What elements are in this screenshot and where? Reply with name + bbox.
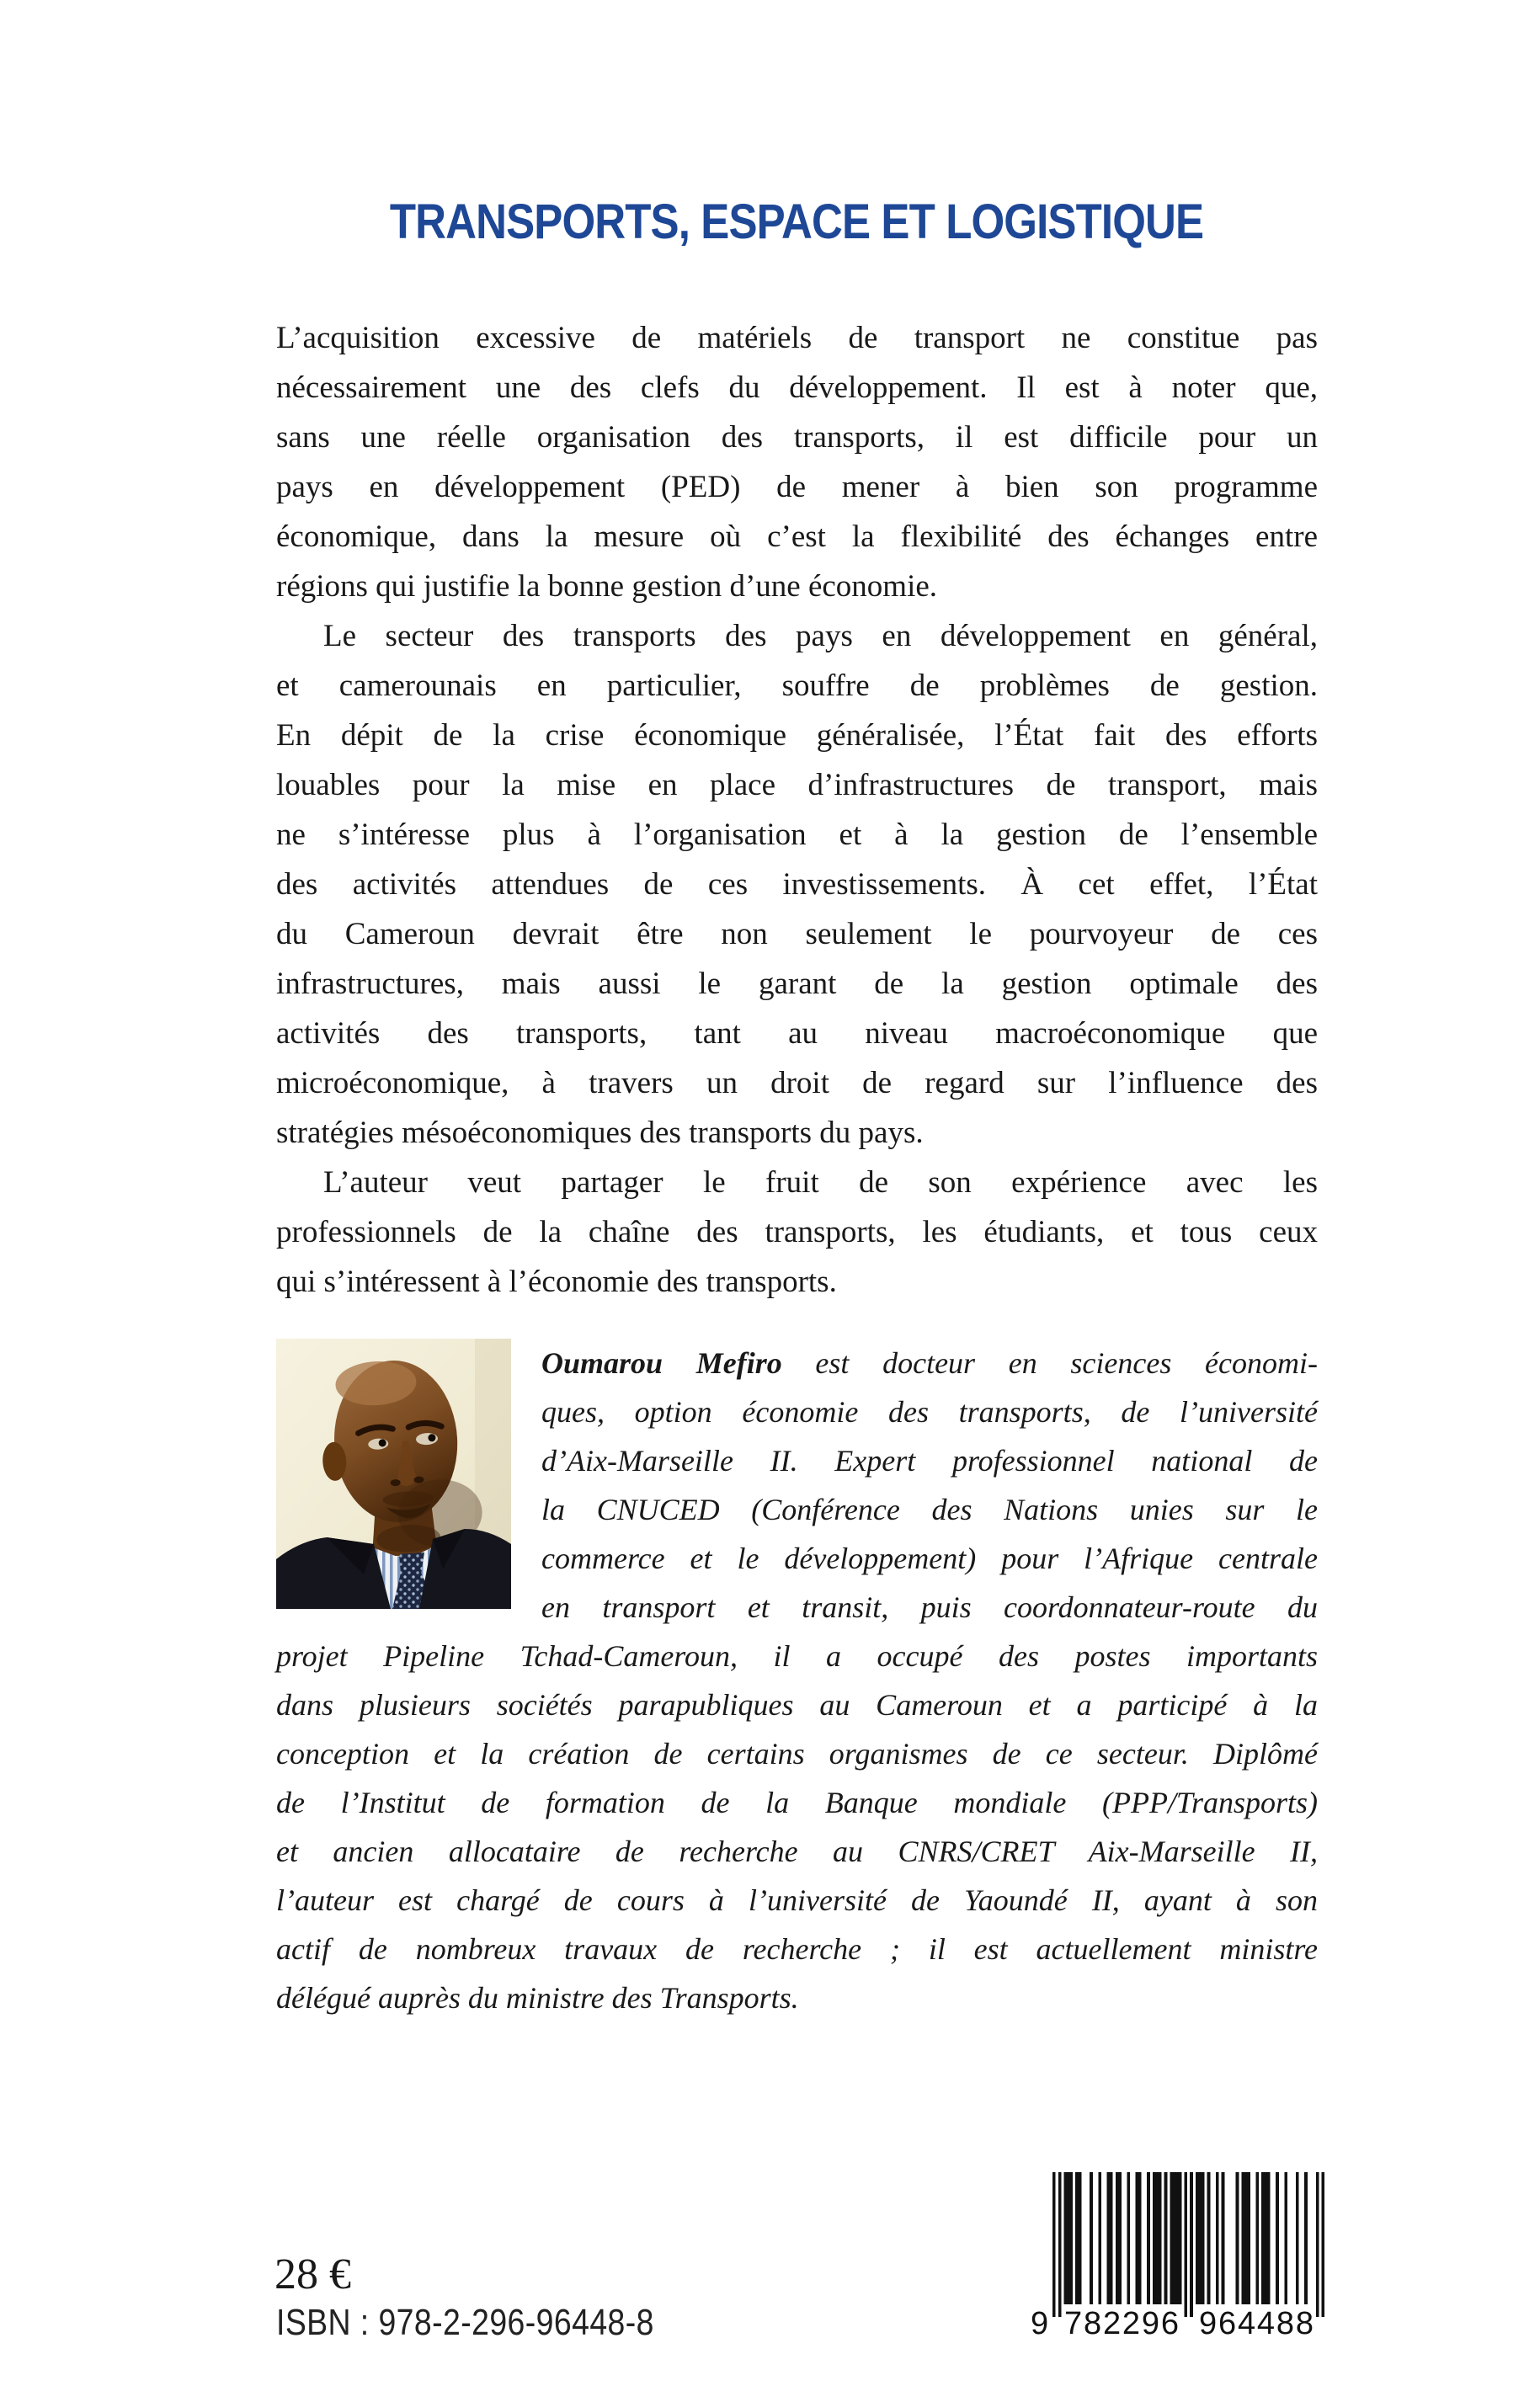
barcode-digit-first: 9 [1031,2306,1049,2341]
barcode-bar [1155,2172,1159,2304]
body-line: économique, dans la mesure où c’est la flexibilité des échanges entre [276,519,1318,554]
bio-line: projet Pipeline Tchad-Cameroun, il a occupé des postes importants [276,1639,1318,1673]
barcode-bar [1316,2172,1319,2317]
barcode-bar [1247,2172,1250,2304]
author-bio-full-width [276,1632,1318,2022]
body-line: qui s’intéressent à l’économie des transports. [276,1265,837,1299]
barcode-digit: 4 [1256,2306,1276,2341]
bio-line: actif de nombreux travaux de recherche ; il est actuellement ministre [276,1932,1318,1966]
barcode-bar [1110,2172,1113,2304]
book-title: TRANSPORTS, ESPACE ET LOGISTIQUE [390,194,1204,249]
barcode-bar [1276,2172,1279,2304]
barcode-bar [1153,2172,1156,2304]
barcode-bar [1164,2172,1168,2304]
barcode-digit: 8 [1295,2306,1314,2341]
barcode-bar [1322,2172,1324,2317]
barcode-bar [1304,2172,1308,2304]
bio-line: délégué auprès du ministre des Transports. [276,1981,799,2015]
barcode-bar [1179,2172,1182,2304]
bio-line: l’auteur est chargé de cours à l’université de Yaoundé II, ayant à son [276,1883,1318,1917]
bio-line: dans plusieurs sociétés parapubliques au Cameroun et a participé à la [276,1688,1318,1722]
barcode-bar [1255,2172,1259,2304]
barcode-bar [1198,2172,1202,2304]
barcode-bar [1064,2172,1068,2304]
barcode-digit: 6 [1218,2306,1237,2341]
barcode-bar [1267,2172,1271,2304]
barcode-bar [1067,2172,1070,2304]
bio-line: et ancien allocataire de recherche au CNRS/CRET Aix-Marseille II, [276,1835,1318,1868]
bio-line: de l’Institut de formation de la Banque mondiale (PPP/Transports) [276,1786,1318,1819]
barcode-bar [1265,2172,1268,2304]
barcode-bar [1138,2172,1142,2304]
price-label: 28 € [274,2250,351,2298]
synopsis-text [276,313,1318,1307]
isbn-label: ISBN : 978-2-296-96448-8 [276,2302,654,2343]
bio-side-lines [541,1387,1318,1632]
barcode-bar [1116,2172,1119,2304]
barcode-bar [1136,2172,1139,2304]
barcode-digit: 9 [1199,2306,1218,2341]
barcode-bar [1107,2172,1111,2304]
barcode-bar [1202,2172,1205,2304]
body-line: des activités attendues de ces investissements. À cet effet, l’État [276,867,1318,902]
body-line: et camerounais en particulier, souffre de problèmes de gestion. [276,668,1318,703]
barcode-digit: 6 [1160,2306,1179,2341]
bio-line: commerce et le développement) pour l’Afrique centrale [541,1542,1318,1575]
barcode-bar [1216,2172,1219,2304]
author-photo-illustration [276,1339,511,1609]
barcode-bar [1261,2172,1265,2304]
barcode-bars [1052,2172,1324,2317]
barcode-bar [1236,2172,1239,2304]
bio-line: ques, option économie des transports, de l’université [541,1395,1318,1429]
body-line: microéconomique, à travers un droit de regard sur l’influence des [276,1066,1318,1100]
body-line: nécessairement une des clefs du développement. Il est à noter que, [276,370,1318,405]
barcode-bar [1075,2172,1079,2304]
barcode-bar [1241,2172,1244,2304]
barcode-bar [1173,2172,1176,2304]
body-line: du Cameroun devrait être non seulement le pourvoyeur de ces [276,917,1318,951]
barcode-bar [1244,2172,1248,2304]
body-line: Le secteur des transports des pays en développement en général, [323,619,1318,653]
barcode-digits-left [1064,2307,1179,2341]
bio-line: d’Aix-Marseille II. Expert professionnel national de [541,1444,1318,1478]
barcode-bar [1170,2172,1173,2304]
page-title [276,194,1318,251]
barcode-bar [1079,2172,1082,2304]
barcode-bar [1147,2172,1150,2304]
author-row [276,1339,1318,1632]
barcode-bar [1222,2172,1225,2304]
barcode-digit: 2 [1102,2306,1122,2341]
author-section [276,1339,1318,2022]
barcode-bar [1296,2172,1299,2304]
barcode-bar [1196,2172,1199,2304]
bio-line [541,1339,1318,1387]
bio-line-text: est docteur en sciences économi- [781,1346,1318,1380]
barcode-bar [1207,2172,1211,2304]
barcode-bar [1058,2172,1062,2317]
author-photo [276,1339,511,1609]
body-line: ne s’intéresse plus à l’organisation et à la gestion de l’ensemble [276,818,1318,852]
body-line: louables pour la mise en place d’infrastructures de transport, mais [276,768,1318,802]
barcode-digit: 8 [1276,2306,1295,2341]
bio-line: en transport et transit, puis coordonnateur-route du [541,1590,1318,1624]
body-line: régions qui justifie la bonne gestion d’une économie. [276,569,938,604]
bio-line: la CNUCED (Conférence des Nations unies sur le [541,1493,1318,1526]
barcode-digit: 8 [1083,2306,1102,2341]
body-line: sans une réelle organisation des transports, il est difficile pour un [276,420,1318,455]
author-name: Oumarou Mefiro [541,1346,782,1380]
body-line: activités des transports, tant au niveau macroéconomique que [276,1016,1318,1051]
barcode-bar [1127,2172,1130,2304]
barcode-bar [1118,2172,1122,2304]
body-line: stratégies mésoéconomiques des transports du pays. [276,1116,924,1150]
barcode-bar [1190,2172,1193,2317]
barcode-bar [1284,2172,1287,2304]
barcode-digit: 9 [1141,2306,1160,2341]
barcode-digits-right [1199,2307,1314,2341]
barcode-digit: 4 [1237,2306,1256,2341]
barcode-bar [1184,2172,1187,2317]
barcode-digit: 2 [1122,2306,1141,2341]
barcode-bar [1090,2172,1093,2304]
barcode-bar [1098,2172,1101,2304]
barcode-bar [1159,2172,1162,2304]
barcode-digit: 7 [1064,2306,1083,2341]
author-bio-beside-photo [541,1339,1318,1632]
body-line: infrastructures, mais aussi le garant de la gestion optimale des [276,967,1318,1001]
body-line: professionnels de la chaîne des transports, les étudiants, et tous ceux [276,1215,1318,1249]
ean13-barcode [1031,2172,1330,2341]
body-line: L’auteur veut partager le fruit de son expérience avec les [323,1165,1318,1200]
barcode-bar [1175,2172,1179,2304]
body-line: pays en développement (PED) de mener à bien son programme [276,470,1318,504]
barcode-bar [1052,2172,1056,2317]
barcode-bar [1069,2172,1073,2304]
body-line: L’acquisition excessive de matériels de transport ne constitue pas [276,321,1318,355]
bio-line: conception et la création de certains organismes de ce secteur. Diplômé [276,1737,1318,1771]
body-line: En dépit de la crise économique généralisée, l’État fait des efforts [276,718,1318,753]
